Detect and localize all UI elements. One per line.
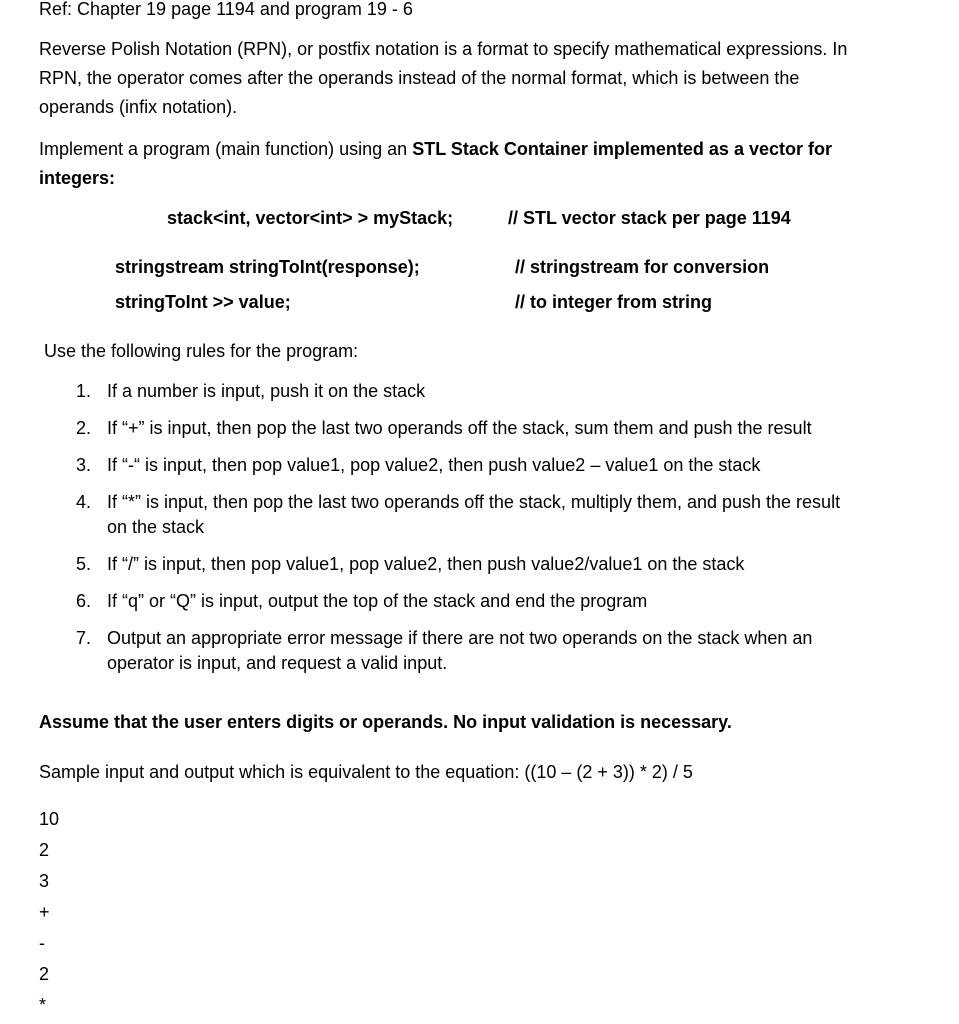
rule-number: 5. <box>76 554 92 574</box>
intro-line: Reverse Polish Notation (RPN), or postfix notation is a format to specify mathematical expressions. In <box>39 39 848 59</box>
code-comment: // STL vector stack per page 1194 <box>508 208 791 228</box>
rule-number: 2. <box>76 418 92 438</box>
task-prefix: Implement a program (main function) using an <box>39 139 413 159</box>
code-line: stringstream stringToInt(response); <box>115 257 420 277</box>
rule-number: 7. <box>76 628 92 648</box>
sample-entry: 2 <box>39 840 50 860</box>
task-bold-line: integers: <box>39 168 116 188</box>
reference-line: Ref: Chapter 19 page 1194 and program 19 - 6 <box>39 0 413 19</box>
intro-line: RPN, the operator comes after the operands instead of the normal format, which is between the <box>39 68 800 88</box>
rule-text: If “-“ is input, then pop value1, pop value2, then push value2 – value1 on the stack <box>107 455 761 475</box>
rule-number: 6. <box>76 591 92 611</box>
rule-number: 1. <box>76 381 92 401</box>
sample-entry: * <box>39 995 47 1015</box>
code-comment: // stringstream for conversion <box>515 257 770 277</box>
rule-text: If “+” is input, then pop the last two operands off the stack, sum them and push the result <box>107 418 812 438</box>
sample-entry: - <box>39 933 45 953</box>
rule-number: 3. <box>76 455 92 475</box>
code-line: stringToInt >> value; <box>115 292 291 312</box>
task-bold: STL Stack Container implemented as a vector for <box>412 139 832 159</box>
intro-line: operands (infix notation). <box>39 97 238 117</box>
rule-number: 4. <box>76 492 92 512</box>
sample-intro: Sample input and output which is equivalent to the equation: ((10 – (2 + 3)) * 2) / 5 <box>39 762 693 782</box>
rule-text: If “/” is input, then pop value1, pop value2, then push value2/value1 on the stack <box>107 554 745 574</box>
code-comment: // to integer from string <box>515 292 713 312</box>
sample-entry: 2 <box>39 964 50 984</box>
rule-text: operator is input, and request a valid input. <box>107 653 448 673</box>
rule-text: If a number is input, push it on the stack <box>107 381 426 401</box>
sample-entry: 3 <box>39 871 50 891</box>
task-line <box>39 138 832 160</box>
rule-text: If “*” is input, then pop the last two operands off the stack, multiply them, and push the result <box>107 492 841 512</box>
code-line: stack<int, vector<int> > myStack; <box>167 208 454 228</box>
rule-text: If “q” or “Q” is input, output the top of the stack and end the program <box>107 591 648 611</box>
sample-entry: + <box>39 902 50 922</box>
rule-text: Output an appropriate error message if there are not two operands on the stack when an <box>107 628 813 648</box>
rule-text: on the stack <box>107 517 205 537</box>
assumption-note: Assume that the user enters digits or operands. No input validation is necessary. <box>39 712 732 732</box>
rules-intro: Use the following rules for the program: <box>44 341 359 361</box>
sample-entry: 10 <box>39 809 60 829</box>
